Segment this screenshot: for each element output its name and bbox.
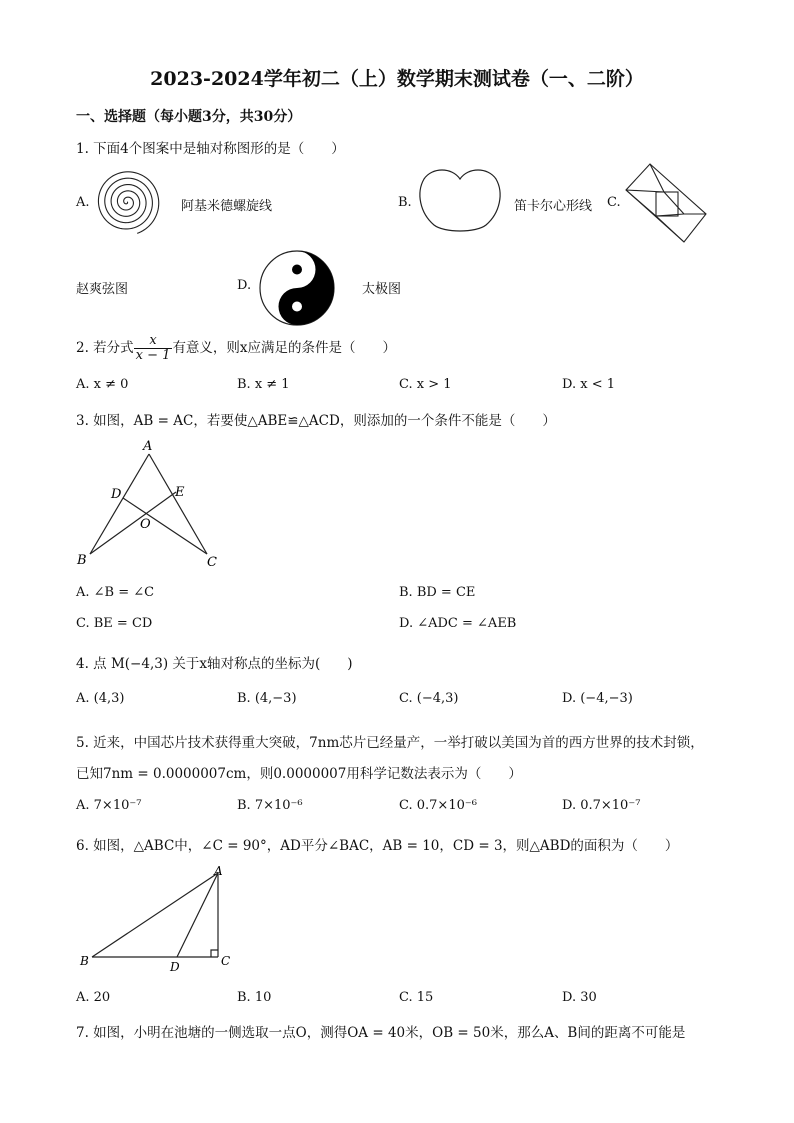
- taiji-figure: [258, 249, 336, 327]
- q1-option-a-name: 阿基米德螺旋线: [181, 199, 273, 214]
- q6-label-a: A: [214, 864, 223, 878]
- q2-stem-suffix: 有意义，则x应满足的条件是（ ）: [172, 340, 397, 356]
- q6-option-b: B. 10: [237, 990, 272, 1005]
- q3-option-c: C. BE = CD: [76, 616, 153, 631]
- q3-label-a: A: [143, 439, 153, 454]
- q6-label-d: D: [170, 960, 180, 974]
- question-7-stem: 7. 如图，小明在池塘的一侧选取一点O，测得OA = 40米，OB = 50米，那么A、B间的距离不可能是: [76, 1025, 686, 1041]
- q5-option-a: A. 7×10⁻⁷: [76, 798, 142, 813]
- q3-option-d: D. ∠ADC = ∠AEB: [399, 616, 517, 631]
- q1-option-b-letter: B.: [398, 195, 412, 210]
- zhao-shuang-diagram-figure: [624, 162, 708, 244]
- q6-option-a: A. 20: [76, 990, 111, 1005]
- q6-option-d: D. 30: [562, 990, 597, 1005]
- q6-label-b: B: [80, 954, 89, 968]
- question-4-stem: 4. 点 M(−4,3) 关于x轴对称点的坐标为( ): [76, 656, 353, 672]
- q4-option-a: A. (4,3): [76, 691, 125, 706]
- q6-option-c: C. 15: [399, 990, 434, 1005]
- q6-right-triangle-figure: [76, 861, 246, 976]
- q2-option-d: D. x < 1: [562, 377, 615, 392]
- q1-option-c-name: 赵爽弦图: [76, 282, 129, 297]
- q1-option-d-letter: D.: [237, 278, 252, 293]
- q3-label-d: D: [111, 487, 122, 502]
- q6-label-c: C: [221, 954, 231, 968]
- question-2-stem: [76, 330, 396, 366]
- q4-option-c: C. (−4,3): [399, 691, 459, 706]
- q2-fraction: [134, 334, 173, 364]
- q3-label-b: B: [77, 553, 87, 568]
- q2-stem-prefix: 2. 若分式: [76, 340, 134, 356]
- q3-triangle-figure: [76, 436, 226, 571]
- q5-option-c: C. 0.7×10⁻⁶: [399, 798, 477, 813]
- section-heading: 一、选择题（每小题3分，共30分）: [76, 109, 302, 125]
- q1-option-c-letter: C.: [607, 195, 621, 210]
- q4-option-b: B. (4,−3): [237, 691, 297, 706]
- q3-option-b: B. BD = CE: [399, 585, 476, 600]
- q1-option-b-name: 笛卡尔心形线: [514, 199, 593, 214]
- q2-fraction-denominator: x − 1: [135, 348, 171, 363]
- archimedean-spiral-figure: [92, 167, 162, 237]
- q2-option-b: B. x ≠ 1: [237, 377, 290, 392]
- question-6-stem: 6. 如图，△ABC中，∠C = 90°，AD平分∠BAC，AB = 10，CD = 3，则△ABD的面积为（ ）: [76, 838, 679, 854]
- question-5-line-1: 5. 近来，中国芯片技术获得重大突破，7nm芯片已经量产，一举打破以美国为首的西方世界的技术封锁，: [76, 735, 704, 751]
- question-3-stem: 3. 如图，AB = AC，若要使△ABE≌△ACD，则添加的一个条件不能是（ ）: [76, 413, 556, 429]
- q1-option-a-letter: A.: [76, 195, 90, 210]
- q2-option-c: C. x > 1: [399, 377, 452, 392]
- cardioid-figure: [418, 165, 502, 237]
- q4-option-d: D. (−4,−3): [562, 691, 633, 706]
- q2-fraction-numerator: x: [134, 334, 173, 349]
- q3-label-c: C: [207, 555, 217, 570]
- q2-option-a: A. x ≠ 0: [76, 377, 129, 392]
- q3-label-e: E: [175, 485, 185, 500]
- page-title: 2023-2024学年初二（上）数学期末测试卷（一、二阶）: [150, 68, 644, 90]
- q1-option-d-name: 太极图: [362, 282, 402, 297]
- q3-option-a: A. ∠B = ∠C: [76, 585, 155, 600]
- q5-option-d: D. 0.7×10⁻⁷: [562, 798, 641, 813]
- q5-option-b: B. 7×10⁻⁶: [237, 798, 303, 813]
- question-5-line-2: 已知7nm = 0.0000007cm，则0.0000007用科学记数法表示为（ ）: [76, 766, 522, 782]
- q3-label-o: O: [140, 517, 151, 532]
- question-1-stem: 1. 下面4个图案中是轴对称图形的是（ ）: [76, 141, 345, 157]
